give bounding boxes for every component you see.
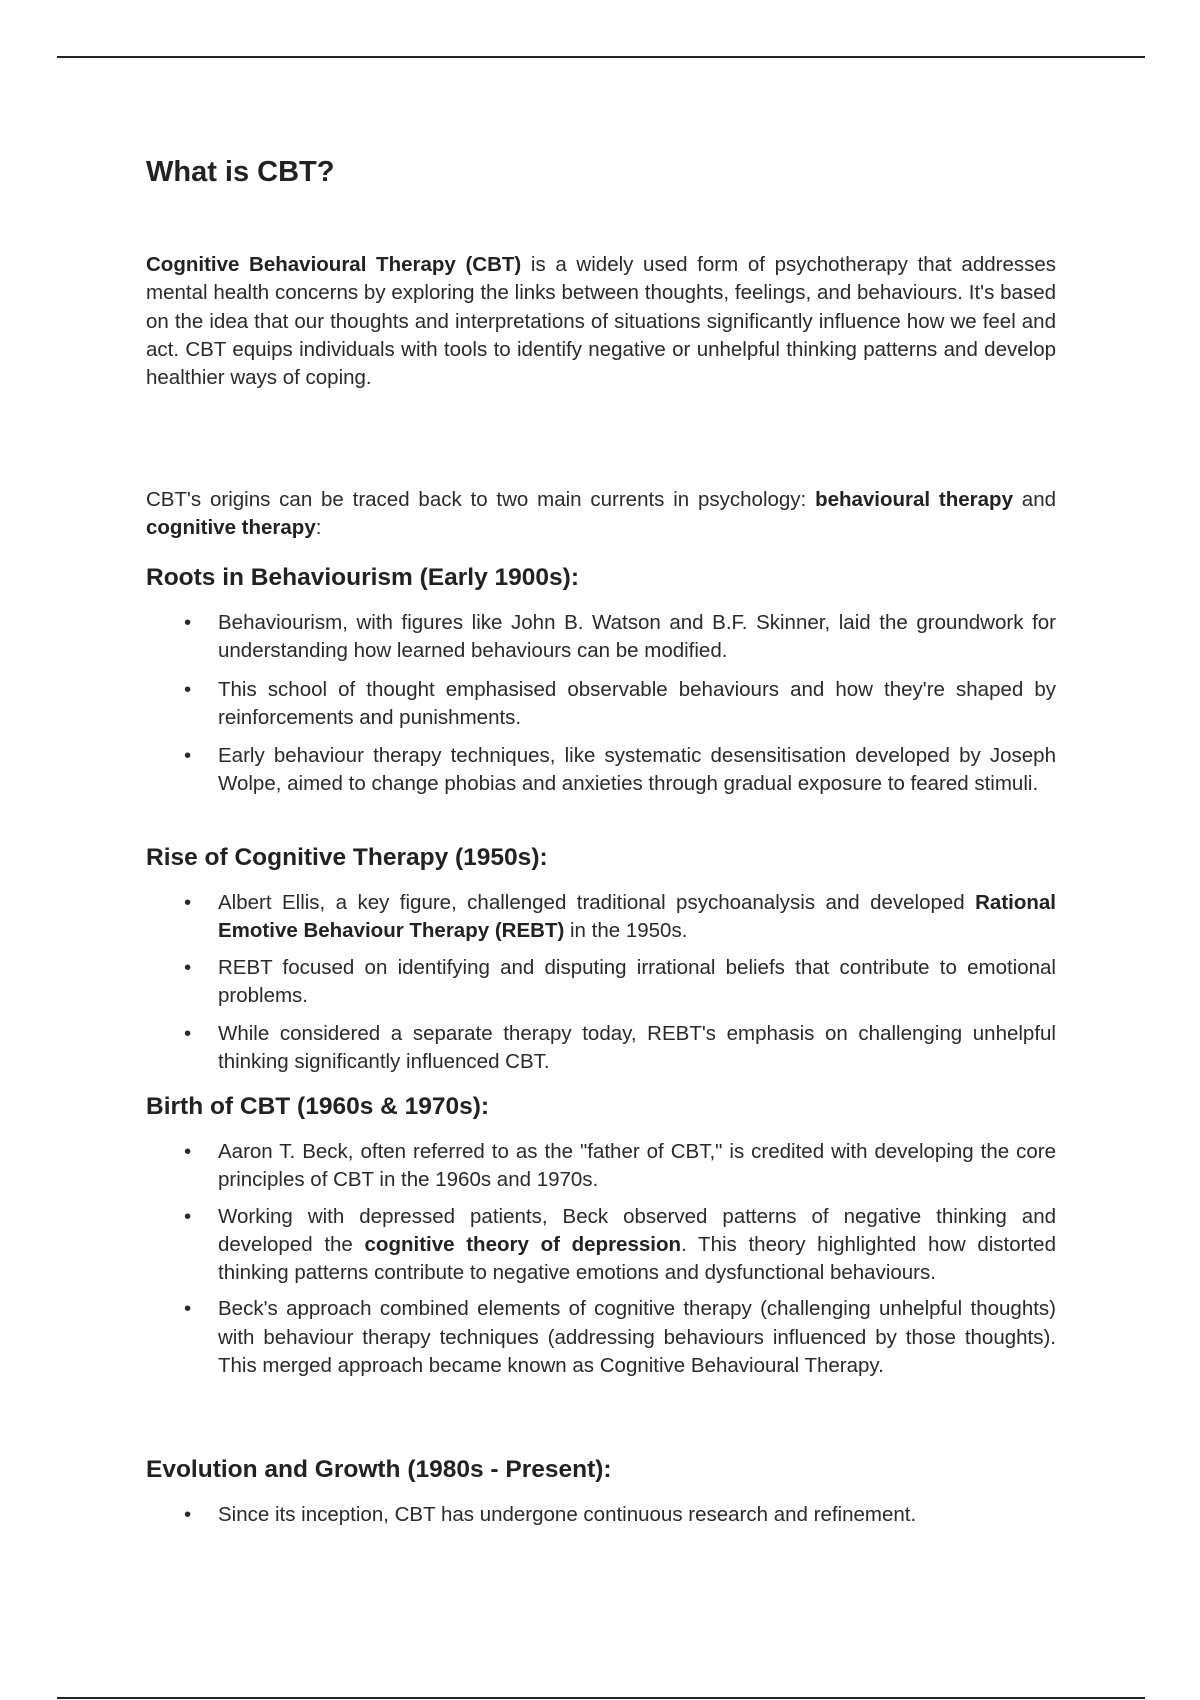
origins-text: and [1012, 488, 1056, 511]
bullet-icon: • [184, 677, 192, 701]
top-rule [57, 56, 1145, 58]
list-item-text: Beck's approach combined elements of cognitive therapy (challenging unhelpful thoughts) with behaviour therapy techniques (addressing behaviours influenced by those thoughts). This merged approach became known as Cognitive Behavioural Therapy. [218, 1297, 1056, 1378]
section-heading: Rise of Cognitive Therapy (1950s): [146, 844, 548, 871]
list-item-text: Albert Ellis, a key figure, challenged traditional psychoanalysis and developed [218, 891, 976, 914]
origins-paragraph [146, 486, 1056, 543]
page-title: What is CBT? [146, 156, 335, 188]
origins-text: : [315, 516, 322, 540]
bullet-icon: • [184, 891, 192, 914]
section-heading: Roots in Behaviourism (Early 1900s): [146, 564, 579, 591]
intro-text: is a widely used form of psychotherapy that addresses mental health concerns by exploring the links between thoughts, feelings, and behaviours. It's based on the idea that our thoughts and interpretations of situations significantly influence how we feel and act. CBT equips individuals with tools to identify negative or unhelpful thinking patterns and develop healthier ways of coping. [146, 253, 1056, 390]
list-item [146, 742, 1056, 799]
section-heading: Evolution and Growth (1980s - Present): [146, 1456, 612, 1483]
list-item-text: Early behaviour therapy techniques, like systematic desensitisation developed by Joseph Wolpe, aimed to change phobias and anxieties through gradual exposure to feared stimuli. [218, 744, 1056, 796]
section-heading: Birth of CBT (1960s & 1970s): [146, 1093, 490, 1120]
list-item [146, 889, 1056, 946]
bullet-icon: • [184, 1204, 192, 1228]
list-item [146, 609, 1056, 666]
section-behaviourism [146, 563, 1056, 799]
list-item [146, 1138, 1056, 1195]
list-item [146, 1501, 1056, 1529]
list-item-text: REBT focused on identifying and disputing irrational beliefs that contribute to emotional problems. [218, 955, 1056, 1007]
section-cognitive [146, 843, 1056, 1077]
list-item-bold: cognitive theory of depression [364, 1232, 682, 1256]
bullet-icon: • [184, 611, 192, 634]
list-item [146, 676, 1056, 733]
list-item [146, 1295, 1056, 1380]
origins-bold: behavioural therapy [815, 488, 1013, 511]
intro-paragraph [146, 251, 1056, 392]
list-item-text: . This theory highlighted how distorted thinking patterns contribute to negative emotions and dysfunctional behaviours. [218, 1232, 1056, 1285]
list-item-text: This school of thought emphasised observable behaviours and how they're shaped by reinforcements and punishments. [218, 677, 1056, 729]
list-item-text: Behaviourism, with figures like John B. Watson and B.F. Skinner, laid the groundwork for understanding how learned behaviours can be modified. [218, 611, 1056, 663]
bottom-rule [57, 1697, 1145, 1699]
list-item-text: Working with depressed patients, Beck observed patterns of negative thinking and developed the [218, 1204, 1056, 1256]
bullet-icon: • [184, 1297, 192, 1321]
list-item-text: While considered a separate therapy today, REBT's emphasis on challenging unhelpful thinking significantly influenced CBT. [218, 1022, 1056, 1074]
bullet-icon: • [184, 744, 192, 768]
origins-text: CBT's origins can be traced back to two main currents in psychology: [146, 488, 816, 511]
bullet-icon: • [184, 955, 192, 979]
list-item-text: in the 1950s. [564, 919, 688, 943]
list-item [146, 1203, 1056, 1288]
section-evolution [146, 1455, 1056, 1529]
bullet-icon: • [184, 1140, 192, 1163]
list-item-bold: Rational Emotive Behaviour Therapy (REBT) [218, 891, 1056, 943]
list-item-text: Aaron T. Beck, often referred to as the "father of CBT," is credited with developing the core principles of CBT in the 1960s and 1970s. [218, 1140, 1056, 1192]
list-item-text: Since its inception, CBT has undergone continuous research and refinement. [218, 1503, 917, 1526]
list-item [146, 1020, 1056, 1077]
section-birth-of-cbt [146, 1092, 1056, 1380]
origins-bold: cognitive therapy [146, 516, 316, 540]
bullet-icon: • [184, 1503, 192, 1526]
intro-bold: Cognitive Behavioural Therapy (CBT) [146, 253, 522, 276]
list-item [146, 954, 1056, 1011]
bullet-icon: • [184, 1022, 192, 1046]
